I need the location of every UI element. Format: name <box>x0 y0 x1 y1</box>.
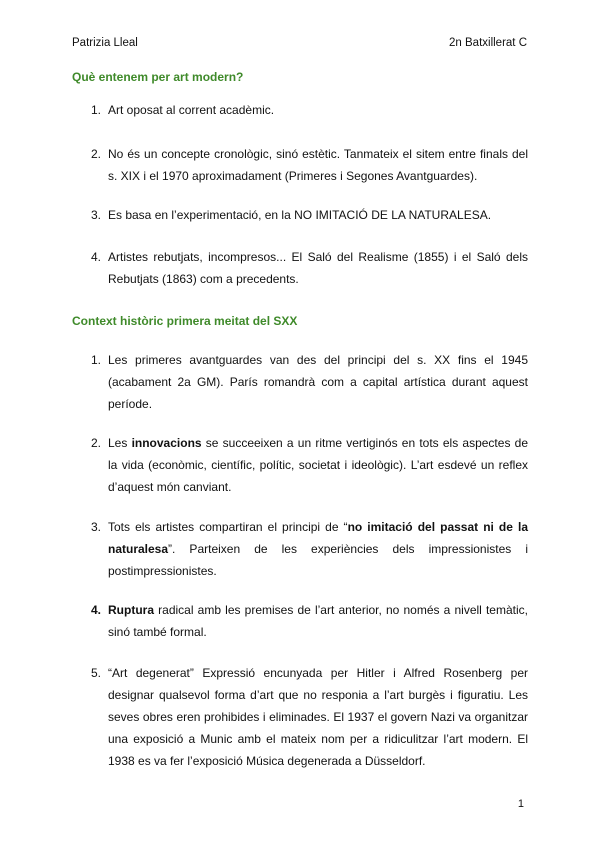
list-text <box>108 432 528 498</box>
list-item <box>91 204 528 226</box>
list-item <box>91 99 528 121</box>
text-pre: Les <box>108 436 132 450</box>
list-item <box>91 349 528 415</box>
list-text <box>108 516 528 582</box>
text-pre: Tots els artistes compartiran el principi de “ <box>108 520 348 534</box>
list-item <box>91 516 528 582</box>
section-title-art-modern: Què entenem per art modern? <box>72 70 244 84</box>
section-title-context: Context històric primera meitat del SXX <box>72 314 298 328</box>
list-text: “Art degenerat” Expressió encunyada per Hitler i Alfred Rosenberg per designar qualsevol forma d’art que no responia a l’art burgès i figuratiu. Les seves obres eren prohibides i eliminades. El 1937 el govern Nazi va organitzar una exposició a Munic amb el mateix nom per a ridiculitzar l’art modern. El 1938 es va fer l’exposició Música degenerada a Düsseldorf. <box>108 666 528 768</box>
list-text: Es basa en l’experimentació, en la NO IMITACIÓ DE LA NATURALESA. <box>108 208 492 222</box>
list-item <box>91 599 528 643</box>
list-number: 3. <box>91 520 102 534</box>
list-number: 2. <box>91 436 102 450</box>
text-post: ”. Parteixen de les experiències dels impressionistes i postimpressionistes. <box>108 542 528 578</box>
text-bold: Ruptura <box>108 603 154 617</box>
list-item <box>91 246 528 290</box>
text-bold: innovacions <box>131 436 202 450</box>
header-class: 2n Batxillerat C <box>449 37 527 49</box>
list-number: 3. <box>91 208 102 222</box>
list-number: 1. <box>91 353 102 367</box>
list-item <box>91 662 528 772</box>
header-author: Patrizia Lleal <box>72 37 138 49</box>
list-text: Artistes rebutjats, incompresos... El Saló del Realisme (1855) i el Saló dels Rebutjats (1863) com a precedents. <box>108 250 528 286</box>
list-text: No és un concepte cronològic, sinó estètic. Tanmateix el sitem entre finals del s. XIX i el 1970 aproximadament (Primeres i Segones Avantguardes). <box>108 147 528 183</box>
list-text: Les primeres avantguardes van des del principi del s. XX fins el 1945 (acabament 2a GM). París romandrà com a capital artística durant aquest període. <box>108 353 528 411</box>
page-number: 1 <box>517 798 524 810</box>
list-number: 1. <box>91 103 102 117</box>
list-item <box>91 432 528 498</box>
list-number: 2. <box>91 147 102 161</box>
text-post: radical amb les premises de l’art anterior, no només a nivell temàtic, sinó també formal. <box>108 603 528 639</box>
list-number: 4. <box>91 603 102 617</box>
list-number: 5. <box>91 666 102 680</box>
list-item <box>91 143 528 187</box>
list-number: 4. <box>91 250 102 264</box>
text-bold: no imitació del passat ni de la naturalesa <box>108 520 529 556</box>
list-text: Art oposat al corrent acadèmic. <box>108 103 275 117</box>
text-post: se succeeixen a un ritme vertiginós en tots els aspectes de la vida (econòmic, científic, polític, societat i ideològic). L’art esdevé un reflex d’aquest món canviant. <box>108 436 528 494</box>
list-text <box>108 599 528 643</box>
